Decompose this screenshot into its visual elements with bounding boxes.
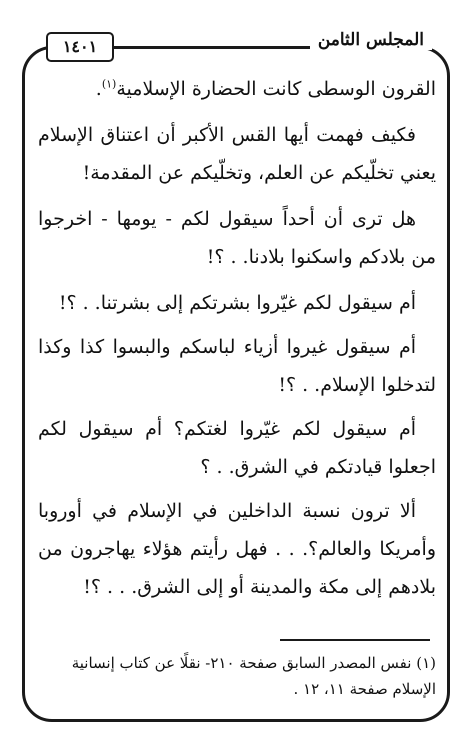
footnote-reference: (١) [101, 77, 117, 91]
paragraph-1-end: . [95, 78, 102, 100]
paragraph-4: أم سيقول لكم غيّروا بشرتكم إلى بشرتنا. . ؟! [58, 292, 416, 314]
paragraph-5: أم سيقول غيروا أزياء لباسكم والبسوا كذا وكذا لتدخلوا الإسلام. . ؟! [38, 336, 436, 396]
page-number: ١٤٠١ [46, 32, 114, 62]
main-text [38, 70, 436, 612]
paragraph-7: ألا ترون نسبة الداخلين في الإسلام في أوروبا وأمريكا والعالم؟. . . فهل رأيتم هؤلاء يهاجرون من بلادهم إلى مكة والمدينة أو إلى الشرق. . . ؟! [38, 500, 436, 598]
paragraph-1-text: القرون الوسطى كانت الحضارة الإسلامية [116, 78, 436, 100]
footnote-divider [280, 639, 430, 641]
paragraph-3: هل ترى أن أحداً سيقول لكم - يومها - اخرجوا من بلادكم واسكنوا بلادنا. . ؟! [38, 208, 436, 268]
paragraph-2: فكيف فهمت أيها القس الأكبر أن اعتناق الإسلام يعني تخلّيكم عن العلم، وتخلّيكم عن المقدمة! [38, 124, 436, 184]
page-header [0, 24, 470, 64]
paragraph-1 [38, 70, 436, 108]
paragraph-6: أم سيقول لكم غيّروا لغتكم؟ أم سيقول لكم اجعلوا قيادتكم في الشرق. . ؟ [38, 418, 436, 478]
chapter-title: المجلس الثامن [310, 30, 432, 50]
footnote: (١) نفس المصدر السابق صفحة ٢١٠- نقلًا عن كتاب إنسانية الإسلام صفحة ١١، ١٢ . [71, 654, 436, 698]
